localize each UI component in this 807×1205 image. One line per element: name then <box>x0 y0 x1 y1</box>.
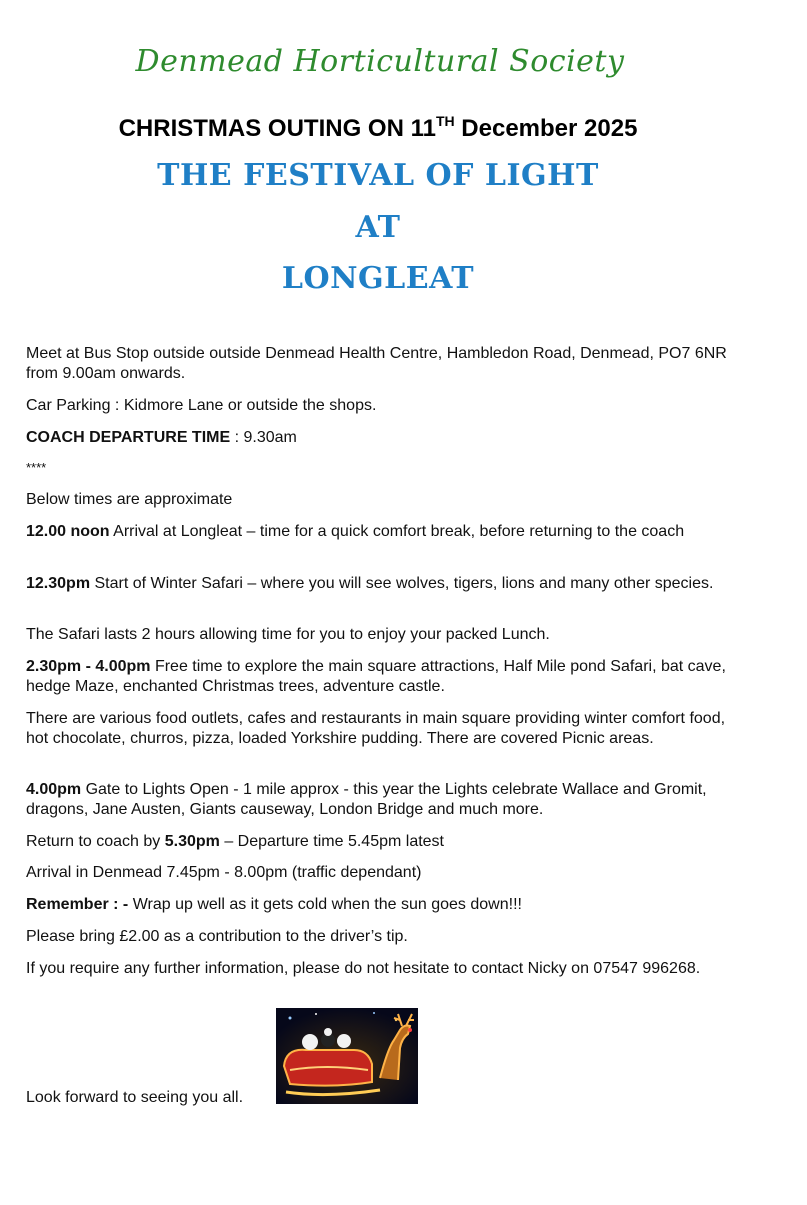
festival-at: AT <box>355 210 401 245</box>
remember-note <box>26 895 746 915</box>
lantern-photo <box>276 1008 418 1104</box>
return-time: 5.30pm <box>164 833 220 850</box>
contact-note: If you require any further information, please do not hesitate to contact Nicky on 07547 996268. <box>26 960 701 977</box>
safari-time: 12.30pm <box>26 575 91 592</box>
lights-time: 4.00pm <box>26 781 82 798</box>
festival-venue: LONGLEAT <box>281 261 475 296</box>
departure-label: COACH DEPARTURE TIME <box>26 429 231 446</box>
approx-note: Below times are approximate <box>26 491 233 508</box>
outing-heading <box>0 113 756 143</box>
arrival-item <box>26 522 746 542</box>
safari-item <box>26 574 746 594</box>
outing-date-suffix: TH <box>435 113 455 129</box>
free-time-item <box>26 657 746 697</box>
arrival-home: Arrival in Denmead 7.45pm - 8.00pm (traffic dependant) <box>26 864 422 881</box>
return-prefix: Return to coach by <box>26 833 165 850</box>
remember-text: Wrap up well as it gets cold when the sun goes down!!! <box>128 896 522 913</box>
outing-month-year: December 2025 <box>454 115 638 142</box>
arrival-text: Arrival at Longleat – time for a quick comfort break, before returning to the coach <box>109 523 685 540</box>
outing-prefix: CHRISTMAS OUTING ON 11 <box>118 115 436 142</box>
separator: **** <box>26 460 47 475</box>
return-suffix: – Departure time 5.45pm latest <box>219 833 444 850</box>
return-item <box>26 832 746 852</box>
safari-duration: The Safari lasts 2 hours allowing time for you to enjoy your packed Lunch. <box>26 626 550 643</box>
lights-text: Gate to Lights Open - 1 mile approx - this year the Lights celebrate Wallace and Gromit, dragons, Jane Austen, Giants causeway, London Bridge and much more. <box>26 781 707 818</box>
meeting-point: Meet at Bus Stop outside outside Denmead Health Centre, Hambledon Road, Denmead, PO7 6NR from 9.00am onwards. <box>26 345 727 382</box>
festival-title: THE FESTIVAL OF LIGHT <box>157 158 599 193</box>
sleigh-lantern-illustration <box>276 1008 418 1104</box>
remember-label: Remember : - <box>26 896 129 913</box>
car-parking: Car Parking : Kidmore Lane or outside the shops. <box>26 397 377 414</box>
free-time: 2.30pm - 4.00pm <box>26 658 151 675</box>
society-title: Denmead Horticultural Society <box>135 44 625 79</box>
arrival-time: 12.00 noon <box>26 523 110 540</box>
closing-line: Look forward to seeing you all. <box>26 1089 244 1106</box>
free-time-text: Free time to explore the main square attractions, Half Mile pond Safari, bat cave, hedge Maze, enchanted Christmas trees, adventure castle. <box>26 658 726 695</box>
tip-note: Please bring £2.00 as a contribution to the driver’s tip. <box>26 928 408 945</box>
food-info: There are various food outlets, cafes and restaurants in main square providing winter comfort food, hot chocolate, churros, pizza, loaded Yorkshire pudding. There are covered Picnic areas. <box>26 710 726 747</box>
coach-departure <box>26 428 746 448</box>
lights-item <box>26 780 746 820</box>
safari-text: Start of Winter Safari – where you will see wolves, tigers, lions and many other species. <box>90 575 714 592</box>
departure-value: : 9.30am <box>230 429 297 446</box>
